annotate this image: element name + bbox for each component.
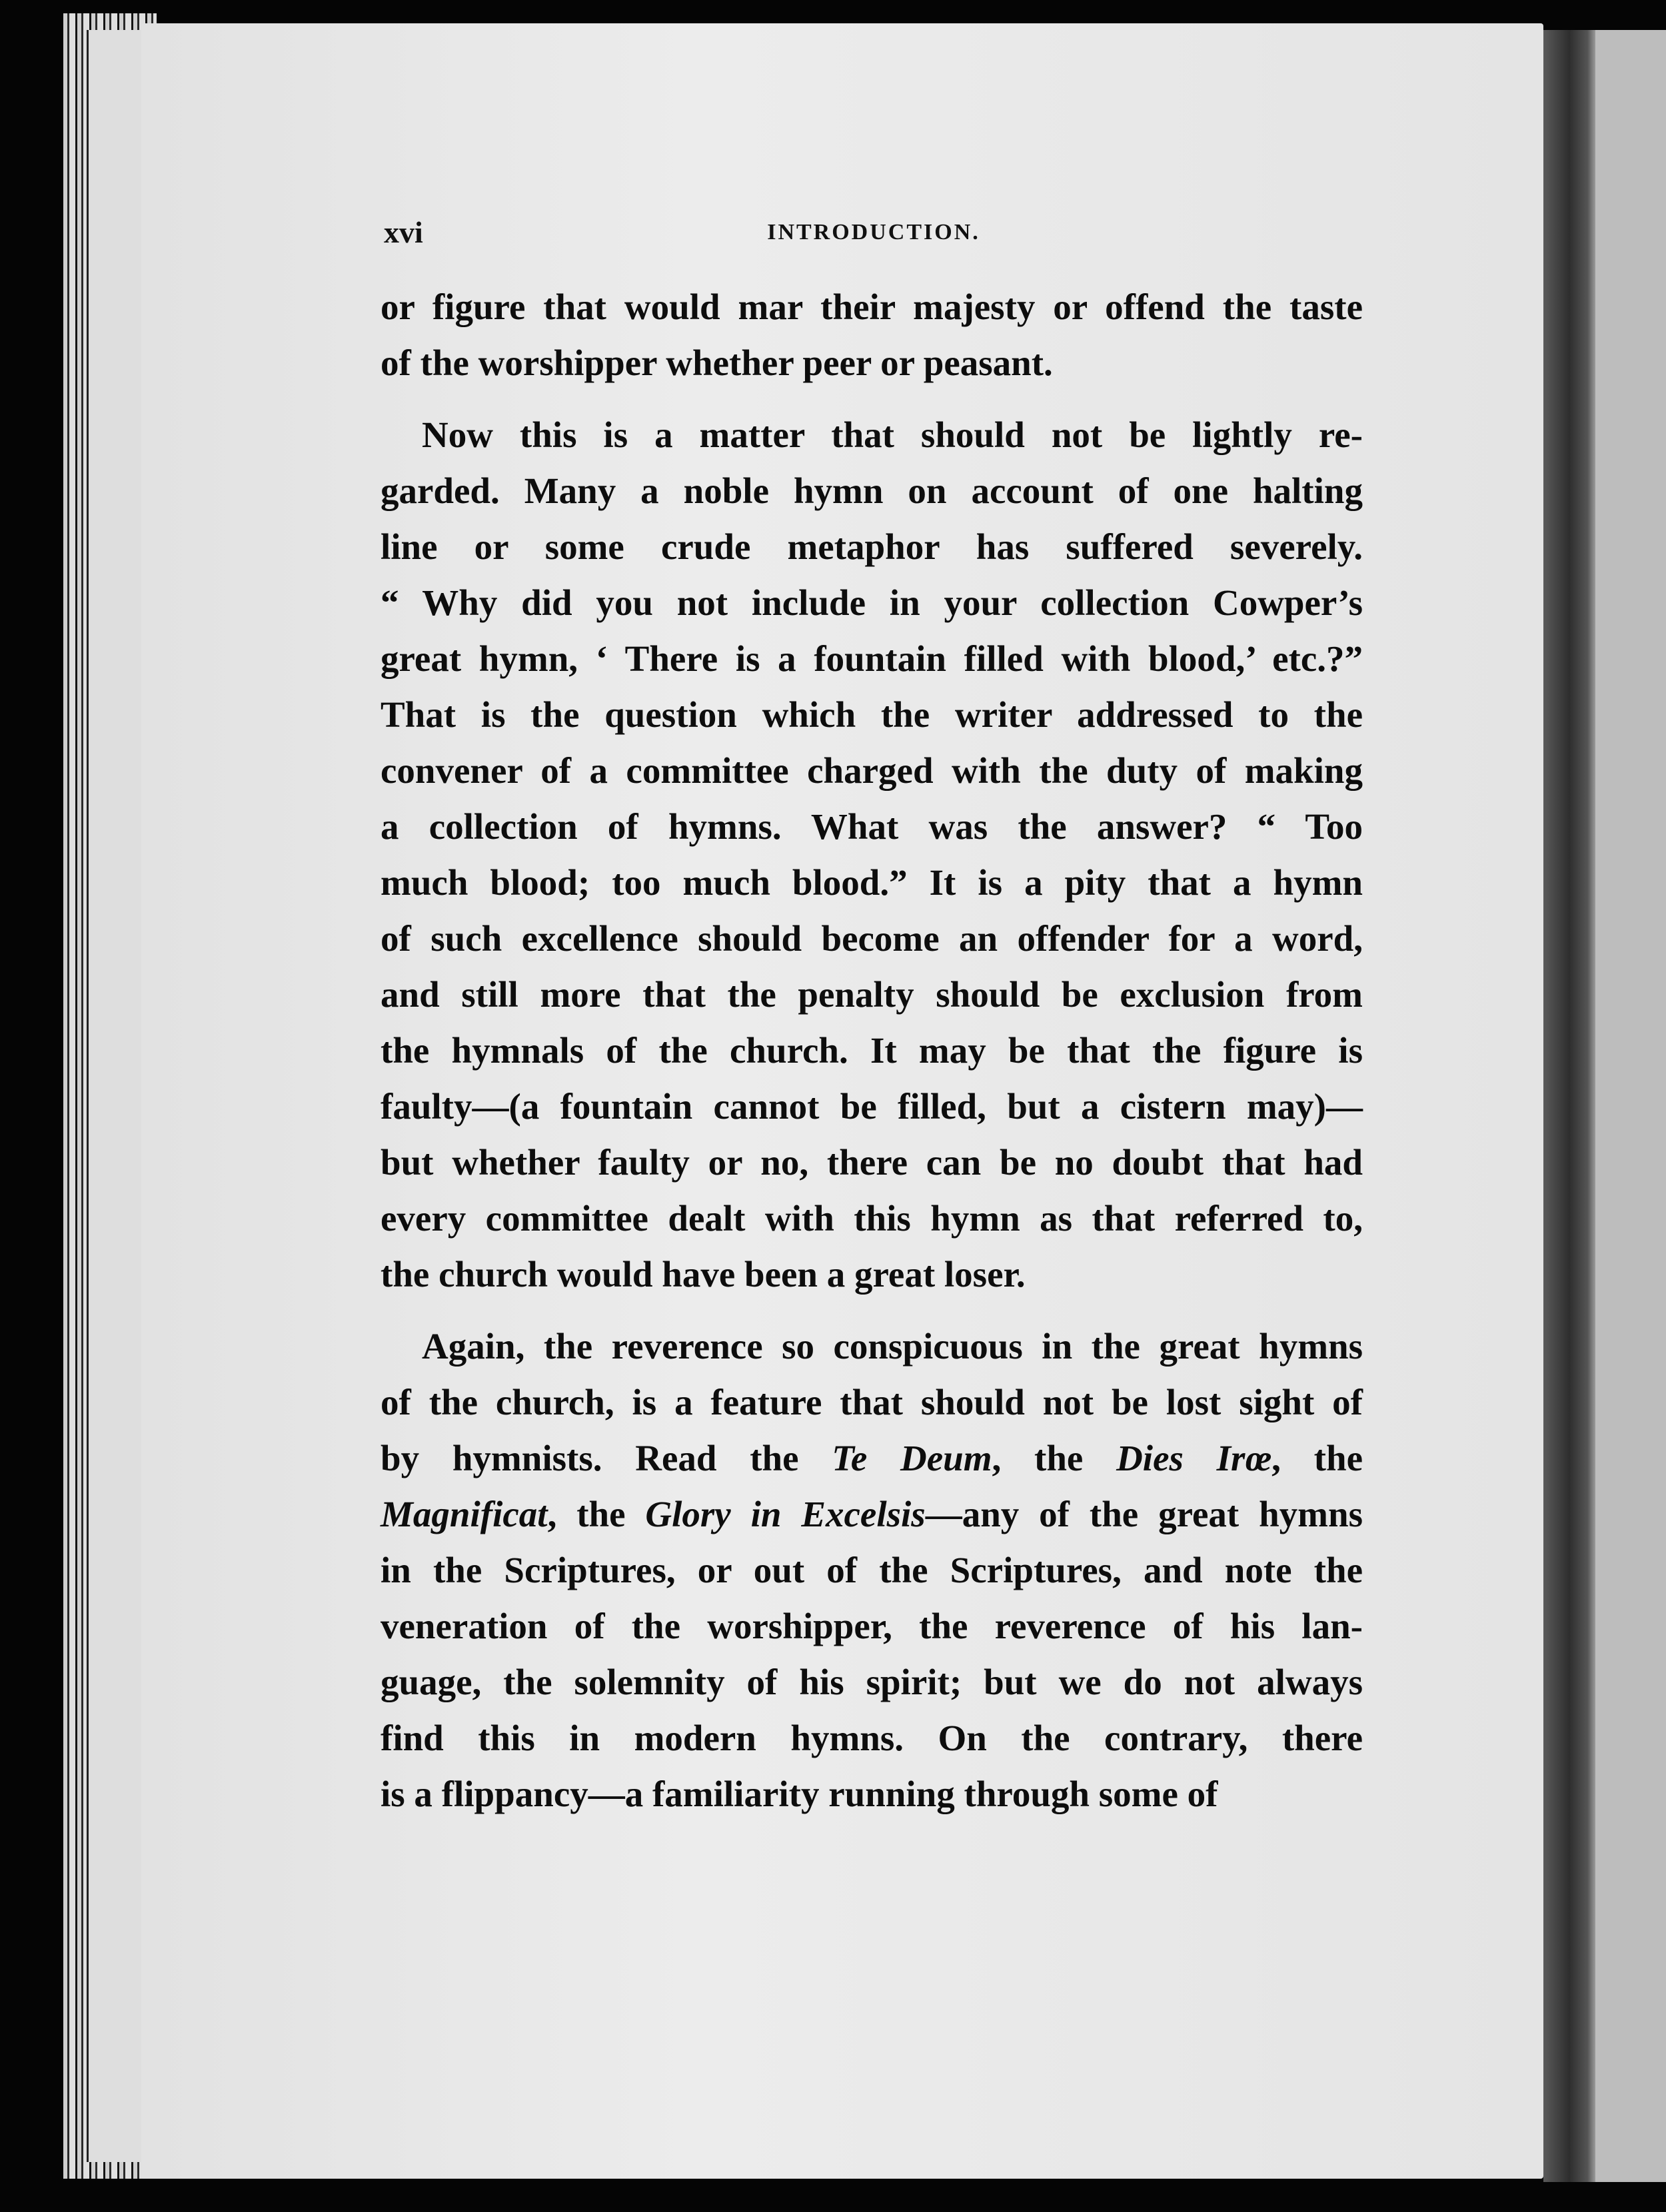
text-line bbox=[381, 687, 1363, 743]
text-run: , the bbox=[992, 1438, 1117, 1478]
text-run: of such excellence should become an offender for a word, bbox=[381, 918, 1363, 959]
body-text bbox=[381, 279, 1363, 1838]
text-run: line or some crude metaphor has suffered severely. bbox=[381, 526, 1363, 567]
text-run: Now this is a matter that should not be lightly re- bbox=[422, 414, 1363, 455]
italic-title: Magnificat bbox=[381, 1494, 548, 1534]
book-gutter-shadow bbox=[1543, 30, 1595, 2182]
text-line bbox=[381, 799, 1363, 855]
page-header bbox=[384, 215, 1363, 255]
text-run: , the bbox=[1271, 1438, 1363, 1478]
paragraph bbox=[381, 407, 1363, 1303]
text-run: guage, the solemnity of his spirit; but we do not always bbox=[381, 1662, 1363, 1702]
text-run: garded. Many a noble hymn on account of one halting bbox=[381, 470, 1363, 511]
text-run: a collection of hymns. What was the answer? “ Too bbox=[381, 806, 1363, 847]
text-run: every committee dealt with this hymn as that referred to, bbox=[381, 1198, 1363, 1239]
text-run: of the worshipper whether peer or peasant. bbox=[381, 342, 1053, 383]
text-line bbox=[381, 1430, 1363, 1486]
text-run: the church would have been a great loser. bbox=[381, 1254, 1026, 1295]
text-run: That is the question which the writer addressed to the bbox=[381, 694, 1363, 735]
text-run: —any of the great hymns bbox=[925, 1494, 1363, 1534]
text-line bbox=[381, 1135, 1363, 1191]
text-line bbox=[381, 911, 1363, 967]
paragraph bbox=[381, 279, 1363, 391]
text-run: find this in modern hymns. On the contrary, there bbox=[381, 1718, 1363, 1758]
text-line bbox=[381, 1766, 1363, 1822]
text-run: but whether faulty or no, there can be no doubt that had bbox=[381, 1142, 1363, 1183]
text-run: convener of a committee charged with the duty of making bbox=[381, 750, 1363, 791]
text-line bbox=[381, 335, 1363, 391]
page-number: xvi bbox=[384, 215, 423, 249]
text-line bbox=[381, 1486, 1363, 1542]
text-line bbox=[381, 967, 1363, 1023]
text-run: great hymn, ‘ There is a fountain filled with blood,’ etc.?” bbox=[381, 638, 1363, 679]
italic-title: Te Deum bbox=[832, 1438, 992, 1478]
text-line bbox=[381, 575, 1363, 631]
text-run: is a flippancy—a familiarity running through some of bbox=[381, 1774, 1218, 1814]
text-line bbox=[381, 1375, 1363, 1430]
text-line bbox=[381, 1023, 1363, 1079]
paragraph bbox=[381, 1319, 1363, 1822]
text-line bbox=[381, 1079, 1363, 1135]
adjacent-page bbox=[1595, 30, 1666, 2182]
text-run: or figure that would mar their majesty or offend the taste bbox=[381, 286, 1363, 327]
text-run: “ Why did you not include in your collection Cowper’s bbox=[381, 582, 1363, 623]
text-run: veneration of the worshipper, the reverence of his lan- bbox=[381, 1606, 1363, 1646]
text-run: in the Scriptures, or out of the Scriptures, and note the bbox=[381, 1550, 1363, 1590]
text-run: Again, the reverence so conspicuous in the great hymns bbox=[422, 1326, 1363, 1367]
text-line bbox=[381, 407, 1363, 463]
text-line bbox=[381, 855, 1363, 911]
text-line bbox=[381, 1542, 1363, 1598]
text-line bbox=[381, 463, 1363, 519]
text-line bbox=[381, 519, 1363, 575]
text-run: and still more that the penalty should be exclusion from bbox=[381, 974, 1363, 1015]
text-line bbox=[381, 1654, 1363, 1710]
text-line bbox=[381, 279, 1363, 335]
text-run: much blood; too much blood.” It is a pity that a hymn bbox=[381, 862, 1363, 903]
text-run: the hymnals of the church. It may be that the figure is bbox=[381, 1030, 1363, 1071]
text-run: , the bbox=[547, 1494, 646, 1534]
text-line bbox=[381, 1319, 1363, 1375]
text-line bbox=[381, 631, 1363, 687]
italic-title: Dies Irœ bbox=[1116, 1438, 1272, 1478]
text-line bbox=[381, 1598, 1363, 1654]
text-run: by hymnists. Read the bbox=[381, 1438, 832, 1478]
text-run: faulty—(a fountain cannot be filled, but a cistern may)— bbox=[381, 1086, 1363, 1127]
running-title: INTRODUCTION. bbox=[767, 220, 980, 245]
italic-title: Glory in Excelsis bbox=[645, 1494, 926, 1534]
text-line bbox=[381, 1710, 1363, 1766]
text-run: of the church, is a feature that should not be lost sight of bbox=[381, 1382, 1363, 1422]
text-line bbox=[381, 1247, 1363, 1303]
text-line bbox=[381, 743, 1363, 799]
text-line bbox=[381, 1191, 1363, 1247]
